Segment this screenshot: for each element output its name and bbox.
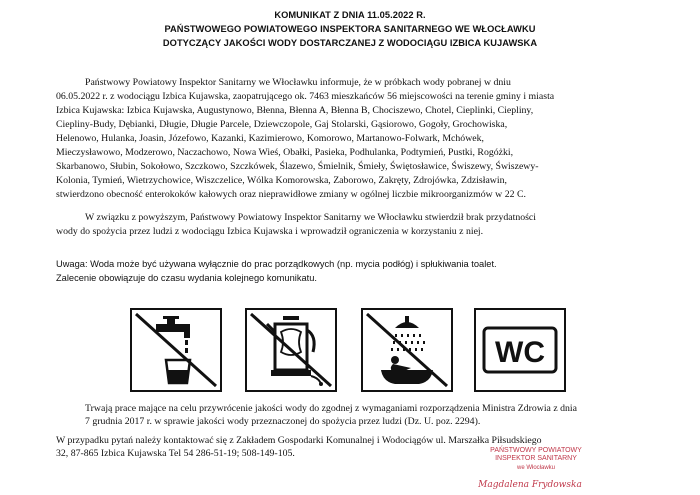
para1-line-6: Mieczysławowo, Modzerowo, Naczachowo, Nowa Wieś, Obałki, Pasieka, Podhulanka, Podtymień, Pustki, Rogóżki,: [56, 147, 514, 158]
notice-line-2: Zalecenie obowiązuje do czasu wydania kolejnego komunikatu.: [56, 273, 317, 283]
stamp-line-2: INSPEKTOR SANITARNY: [495, 455, 577, 463]
para1-line-2: 06.05.2022 r. z wodociągu Izbica Kujawska, zaopatrującego ok. 7463 mieszkańców 56 miejscowości na terenie gminy i miasta: [56, 91, 555, 102]
para1-line-4: Ciepliny-Budy, Dębianki, Długie, Długie Parcele, Dziewczopole, Gaj Stolarski, Gąsiorowo, Gogoły, Grochowiska,: [56, 119, 508, 130]
para1-line-7: Skarbanowo, Słubin, Sokołowo, Szczkowo, Szczkówek, Ślazewo, Śmielnik, Śmieły, Świętosławice, Świszewy, Świszewy-: [56, 161, 539, 172]
wc-icon: [474, 308, 566, 392]
para3-line-1: Trwają prace mające na celu przywrócenie jakości wody do zgodnej z wymaganiami rozporządzenia Ministra Zdrowia z dnia: [85, 403, 578, 414]
stamp-line-3: we Włocławku: [516, 464, 555, 471]
para1-line-8: Kolonia, Tymień, Wietrzychowice, Wiszczelice, Wólka Komorowska, Zaborowo, Zakręty, Zdrojówka, Zdzisławin,: [56, 175, 507, 186]
handwritten-signature: Magdalena Frydowska: [478, 480, 582, 490]
contact-line-1: W przypadku pytań należy kontaktować się z Zakładem Gospodarki Komunalnej i Wodociągów ul. Marszałka Piłsudskiego: [56, 435, 542, 446]
stamp-line-1: PAŃSTWOWY POWIATOWY: [490, 447, 582, 454]
para1-line-5: Helenowo, Hulanka, Joasin, Józefowo, Kazanki, Kazimierowo, Komorowo, Martanowo-Folwark, Mchówek,: [56, 133, 484, 144]
header-line-1: KOMUNIKAT Z DNIA 11.05.2022 R.: [274, 10, 426, 20]
para1-line-9: stwierdzono obecność enterokoków kałowych oraz nieprawidłowe zmiany w ogólnej liczbie mikroorganizmów w 22 C.: [56, 189, 526, 200]
notice-line-1: Uwaga: Woda może być używana wyłącznie do prac porządkowych (np. mycia podłóg) i spłukiwania toalet.: [56, 259, 497, 269]
no-washing-icon: [361, 308, 453, 392]
para1-line-1: Państwowy Powiatowy Inspektor Sanitarny we Włocławku informuje, że w próbkach wody pobranej w dniu: [85, 77, 511, 88]
para2-line-1: W związku z powyższym, Państwowy Powiatowy Inspektor Sanitarny we Włocławku stwierdził brak przydatności: [85, 212, 537, 223]
wc-label: WC: [495, 336, 545, 369]
contact-line-2: 32, 87-865 Izbica Kujawska Tel 54 286-51-19; 508-149-105.: [56, 448, 295, 459]
no-drinking-water-icon: [130, 308, 222, 392]
header-line-3: DOTYCZĄCY JAKOŚCI WODY DOSTARCZANEJ Z WODOCIĄGU IZBICA KUJAWSKA: [162, 38, 538, 48]
header-line-2: PAŃSTWOWEGO POWIATOWEGO INSPEKTORA SANITARNEGO WE WŁOCŁAWKU: [164, 24, 536, 34]
para3-line-2: 7 grudnia 2017 r. w sprawie jakości wody przeznaczonej do spożycia przez ludzi (Dz. U. poz. 2294).: [85, 416, 481, 427]
official-stamp: [466, 447, 606, 472]
para2-line-2: wody do spożycia przez ludzi z wodociągu Izbica Kujawska i wprowadził ograniczenia w korzystaniu z niej.: [56, 226, 484, 237]
no-kettle-icon: [245, 308, 337, 392]
para1-line-3: Izbica Kujawska: Izbica Kujawska, Augustynowo, Błenna, Błenna A, Błenna B, Chociszewo, Chotel, Cieplinki, Ciepliny,: [56, 105, 534, 116]
